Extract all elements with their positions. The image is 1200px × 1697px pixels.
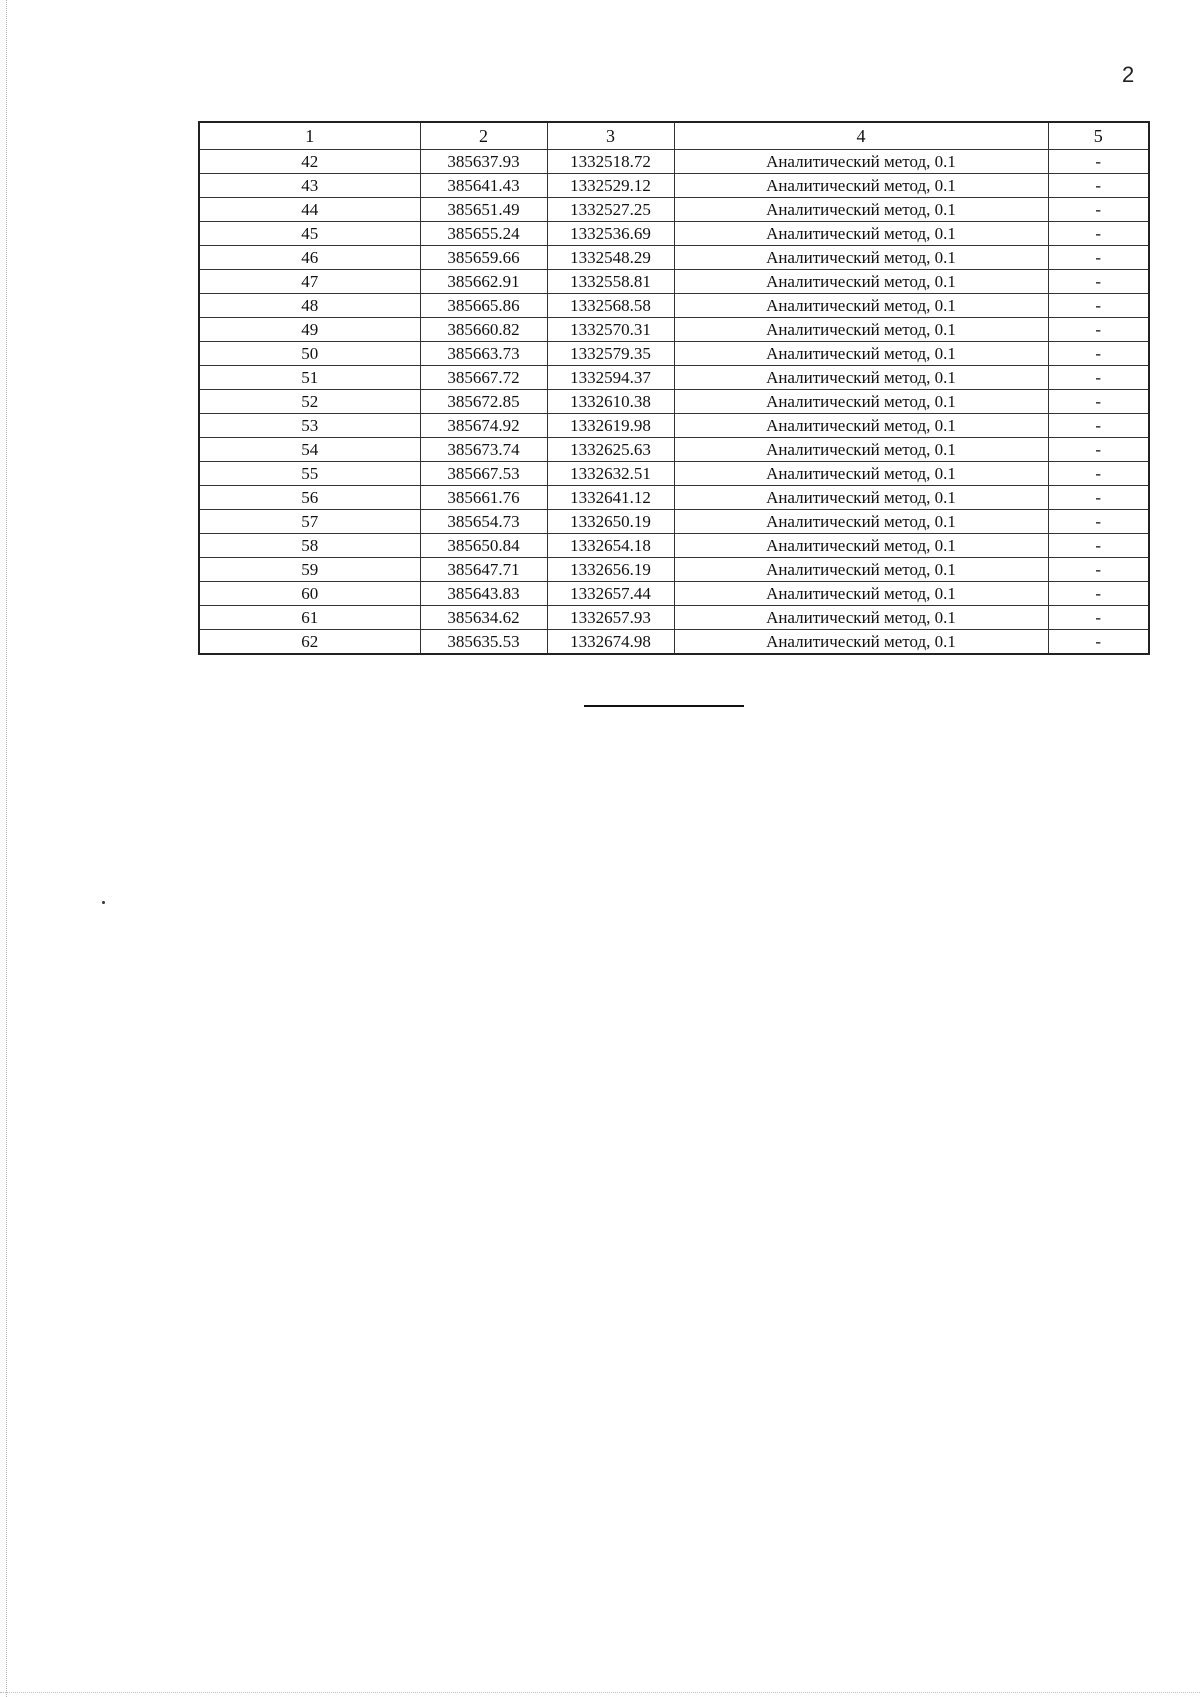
cell-x-coordinate: 385665.86	[420, 294, 547, 318]
cell-y-coordinate: 1332527.25	[547, 198, 674, 222]
header-cell-x-coordinate: 2	[420, 122, 547, 150]
table-row	[199, 198, 1149, 222]
header-cell-method: 4	[674, 122, 1048, 150]
cell-x-coordinate: 385637.93	[420, 150, 547, 174]
cell-x-coordinate: 385647.71	[420, 558, 547, 582]
cell-y-coordinate: 1332650.19	[547, 510, 674, 534]
cell-method: Аналитический метод, 0.1	[674, 558, 1048, 582]
table-row	[199, 630, 1149, 655]
cell-y-coordinate: 1332610.38	[547, 390, 674, 414]
cell-x-coordinate: 385663.73	[420, 342, 547, 366]
table-row	[199, 558, 1149, 582]
cell-x-coordinate: 385667.72	[420, 366, 547, 390]
table-row	[199, 390, 1149, 414]
cell-description: -	[1048, 174, 1149, 198]
cell-method: Аналитический метод, 0.1	[674, 534, 1048, 558]
table-body	[199, 122, 1149, 654]
cell-method: Аналитический метод, 0.1	[674, 390, 1048, 414]
cell-description: -	[1048, 534, 1149, 558]
cell-y-coordinate: 1332570.31	[547, 318, 674, 342]
table-row	[199, 414, 1149, 438]
header-cell-y-coordinate: 3	[547, 122, 674, 150]
cell-point-number: 51	[199, 366, 420, 390]
cell-point-number: 55	[199, 462, 420, 486]
cell-y-coordinate: 1332657.44	[547, 582, 674, 606]
cell-method: Аналитический метод, 0.1	[674, 438, 1048, 462]
cell-point-number: 52	[199, 390, 420, 414]
cell-description: -	[1048, 318, 1149, 342]
cell-y-coordinate: 1332656.19	[547, 558, 674, 582]
table-row	[199, 366, 1149, 390]
cell-x-coordinate: 385655.24	[420, 222, 547, 246]
table-row	[199, 246, 1149, 270]
cell-method: Аналитический метод, 0.1	[674, 606, 1048, 630]
cell-method: Аналитический метод, 0.1	[674, 150, 1048, 174]
cell-y-coordinate: 1332536.69	[547, 222, 674, 246]
cell-x-coordinate: 385635.53	[420, 630, 547, 655]
cell-method: Аналитический метод, 0.1	[674, 366, 1048, 390]
cell-method: Аналитический метод, 0.1	[674, 342, 1048, 366]
table-row	[199, 270, 1149, 294]
cell-x-coordinate: 385643.83	[420, 582, 547, 606]
cell-y-coordinate: 1332619.98	[547, 414, 674, 438]
cell-point-number: 45	[199, 222, 420, 246]
cell-method: Аналитический метод, 0.1	[674, 246, 1048, 270]
cell-point-number: 43	[199, 174, 420, 198]
table-row	[199, 534, 1149, 558]
page-number: 2	[1122, 62, 1135, 87]
cell-point-number: 58	[199, 534, 420, 558]
cell-point-number: 53	[199, 414, 420, 438]
cell-x-coordinate: 385667.53	[420, 462, 547, 486]
table-row	[199, 342, 1149, 366]
table-row	[199, 174, 1149, 198]
cell-x-coordinate: 385674.92	[420, 414, 547, 438]
cell-description: -	[1048, 630, 1149, 655]
cell-method: Аналитический метод, 0.1	[674, 270, 1048, 294]
header-cell-description: 5	[1048, 122, 1149, 150]
cell-description: -	[1048, 462, 1149, 486]
cell-method: Аналитический метод, 0.1	[674, 462, 1048, 486]
cell-x-coordinate: 385641.43	[420, 174, 547, 198]
cell-point-number: 48	[199, 294, 420, 318]
cell-y-coordinate: 1332641.12	[547, 486, 674, 510]
cell-method: Аналитический метод, 0.1	[674, 174, 1048, 198]
cell-point-number: 42	[199, 150, 420, 174]
cell-point-number: 59	[199, 558, 420, 582]
cell-method: Аналитический метод, 0.1	[674, 222, 1048, 246]
cell-point-number: 62	[199, 630, 420, 655]
cell-y-coordinate: 1332529.12	[547, 174, 674, 198]
cell-description: -	[1048, 222, 1149, 246]
cell-y-coordinate: 1332632.51	[547, 462, 674, 486]
cell-method: Аналитический метод, 0.1	[674, 510, 1048, 534]
table-row	[199, 510, 1149, 534]
table-row	[199, 150, 1149, 174]
cell-x-coordinate: 385634.62	[420, 606, 547, 630]
cell-x-coordinate: 385659.66	[420, 246, 547, 270]
cell-description: -	[1048, 486, 1149, 510]
cell-description: -	[1048, 510, 1149, 534]
cell-method: Аналитический метод, 0.1	[674, 318, 1048, 342]
cell-description: -	[1048, 438, 1149, 462]
cell-point-number: 54	[199, 438, 420, 462]
cell-method: Аналитический метод, 0.1	[674, 414, 1048, 438]
cell-description: -	[1048, 390, 1149, 414]
cell-y-coordinate: 1332568.58	[547, 294, 674, 318]
scan-speck	[102, 901, 105, 904]
end-of-document-rule	[584, 705, 744, 707]
table-row	[199, 438, 1149, 462]
cell-description: -	[1048, 198, 1149, 222]
scan-edge-line	[6, 0, 7, 1697]
cell-method: Аналитический метод, 0.1	[674, 294, 1048, 318]
cell-description: -	[1048, 246, 1149, 270]
cell-y-coordinate: 1332654.18	[547, 534, 674, 558]
cell-x-coordinate: 385662.91	[420, 270, 547, 294]
cell-x-coordinate: 385673.74	[420, 438, 547, 462]
table-row	[199, 294, 1149, 318]
cell-method: Аналитический метод, 0.1	[674, 486, 1048, 510]
table-header-row	[199, 122, 1149, 150]
cell-y-coordinate: 1332657.93	[547, 606, 674, 630]
cell-x-coordinate: 385650.84	[420, 534, 547, 558]
cell-y-coordinate: 1332594.37	[547, 366, 674, 390]
cell-description: -	[1048, 342, 1149, 366]
table-row	[199, 222, 1149, 246]
cell-x-coordinate: 385661.76	[420, 486, 547, 510]
cell-point-number: 60	[199, 582, 420, 606]
cell-description: -	[1048, 270, 1149, 294]
cell-description: -	[1048, 414, 1149, 438]
cell-point-number: 56	[199, 486, 420, 510]
cell-point-number: 50	[199, 342, 420, 366]
cell-x-coordinate: 385654.73	[420, 510, 547, 534]
cell-point-number: 44	[199, 198, 420, 222]
cell-x-coordinate: 385651.49	[420, 198, 547, 222]
cell-method: Аналитический метод, 0.1	[674, 198, 1048, 222]
cell-y-coordinate: 1332674.98	[547, 630, 674, 655]
scan-bottom-line	[0, 1692, 1200, 1693]
cell-point-number: 47	[199, 270, 420, 294]
table-row	[199, 462, 1149, 486]
cell-y-coordinate: 1332625.63	[547, 438, 674, 462]
cell-y-coordinate: 1332579.35	[547, 342, 674, 366]
cell-y-coordinate: 1332548.29	[547, 246, 674, 270]
cell-point-number: 49	[199, 318, 420, 342]
cell-point-number: 61	[199, 606, 420, 630]
cell-method: Аналитический метод, 0.1	[674, 630, 1048, 655]
cell-description: -	[1048, 294, 1149, 318]
table-row	[199, 606, 1149, 630]
header-cell-point-number: 1	[199, 122, 420, 150]
cell-point-number: 46	[199, 246, 420, 270]
cell-description: -	[1048, 150, 1149, 174]
cell-method: Аналитический метод, 0.1	[674, 582, 1048, 606]
cell-description: -	[1048, 606, 1149, 630]
cell-description: -	[1048, 366, 1149, 390]
coordinates-table	[198, 121, 1150, 655]
cell-y-coordinate: 1332518.72	[547, 150, 674, 174]
cell-description: -	[1048, 582, 1149, 606]
cell-y-coordinate: 1332558.81	[547, 270, 674, 294]
table-row	[199, 486, 1149, 510]
table-row	[199, 318, 1149, 342]
table-row	[199, 582, 1149, 606]
cell-description: -	[1048, 558, 1149, 582]
cell-point-number: 57	[199, 510, 420, 534]
cell-x-coordinate: 385660.82	[420, 318, 547, 342]
cell-x-coordinate: 385672.85	[420, 390, 547, 414]
